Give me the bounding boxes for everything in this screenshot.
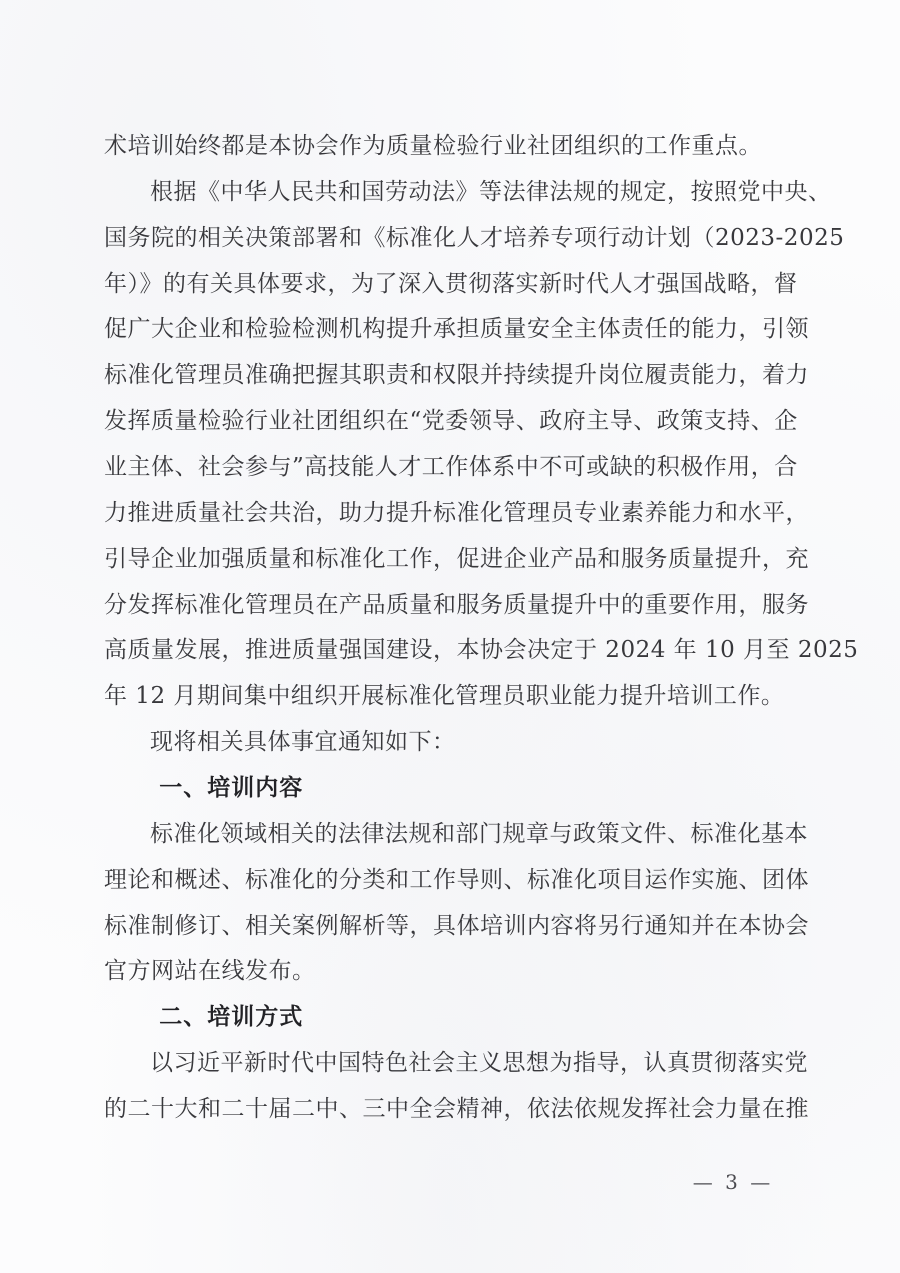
body-line: 促广大企业和检验检测机构提升承担质量安全主体责任的能力，引领 [104, 316, 809, 343]
page-number: — 3 — [692, 1170, 774, 1194]
body-line: 现将相关具体事宜通知如下： [150, 729, 456, 756]
body-line: 以习近平新时代中国特色社会主义思想为指导，认真贯彻落实党 [150, 1050, 808, 1077]
body-line: 力推进质量社会共治，助力提升标准化管理员专业素养能力和水平， [104, 499, 809, 526]
body-line: 年 12 月期间集中组织开展标准化管理员职业能力提升培训工作。 [104, 683, 785, 710]
body-line: 业主体、社会参与”高技能人才工作体系中不可或缺的积极作用，合 [104, 454, 798, 481]
body-line: 标准制修订、相关案例解析等，具体培训内容将另行通知并在本协会 [104, 912, 809, 939]
body-line: 标准化领域相关的法律法规和部门规章与政策文件、标准化基本 [150, 820, 808, 847]
document-body [104, 124, 859, 1133]
body-line: 理论和概述、标准化的分类和工作导则、标准化项目运作实施、团体 [104, 866, 809, 893]
body-line: 国务院的相关决策部署和《标准化人才培养专项行动计划（2023-2025 [104, 224, 845, 251]
section-heading-2: 二、培训方式 [159, 1004, 304, 1031]
body-line: 根据《中华人民共和国劳动法》等法律法规的规定，按照党中央、 [150, 178, 832, 205]
section-heading-1: 一、培训内容 [159, 775, 304, 802]
body-line: 引导企业加强质量和标准化工作，促进企业产品和服务质量提升，充 [104, 545, 809, 572]
body-line: 发挥质量检验行业社团组织在“党委领导、政府主导、政策支持、企 [104, 408, 798, 435]
body-line: 高质量发展，推进质量强国建设，本协会决定于 2024 年 10 月至 2025 [104, 637, 859, 664]
body-line: 标准化管理员准确把握其职责和权限并持续提升岗位履责能力，着力 [104, 362, 809, 389]
body-line: 年）》的有关具体要求，为了深入贯彻落实新时代人才强国战略，督 [104, 270, 798, 297]
body-line: 术培训始终都是本协会作为质量检验行业社团组织的工作重点。 [104, 133, 762, 159]
body-line: 官方网站在线发布。 [104, 958, 316, 985]
body-line: 分发挥标准化管理员在产品质量和服务质量提升中的重要作用，服务 [104, 591, 809, 618]
body-line: 的二十大和二十届二中、三中全会精神，依法依规发挥社会力量在推 [104, 1096, 809, 1123]
